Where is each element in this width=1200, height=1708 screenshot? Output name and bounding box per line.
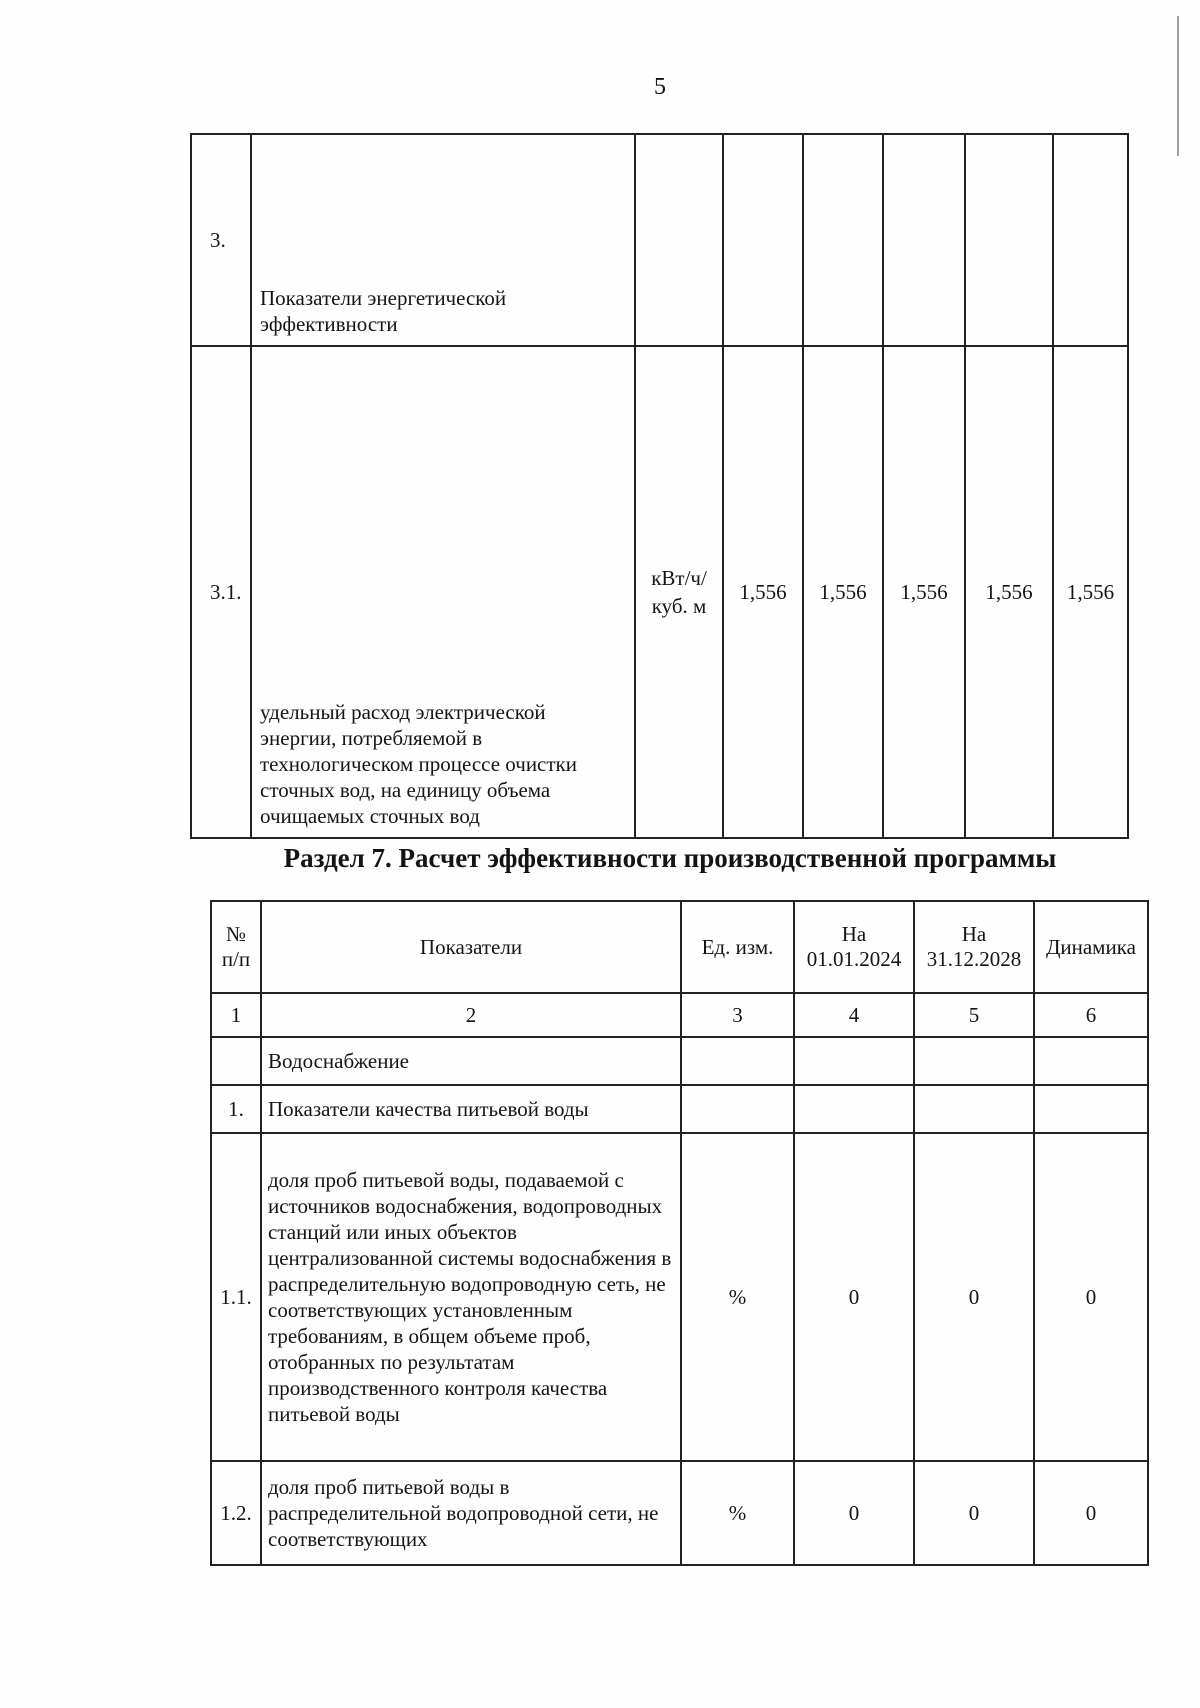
value-cell [965,134,1053,346]
unit-cell [681,1037,794,1085]
header-text: На [841,922,867,946]
value-cell: 1,556 [883,346,965,838]
indicator-name: Показатели энергетической эффективности [251,134,635,346]
unit-cell [635,346,723,838]
unit-cell [635,134,723,346]
indicator-name: удельный расход электрической энергии, потребляемой в технологическом процессе очистки сточных вод, на единицу объема очищаемых сточных вод [251,346,635,838]
column-number: 1 [211,993,261,1037]
indicator-name: доля проб питьевой воды, подаваемой с источников водоснабжения, водопроводных станций или иных объектов централизованной системы водоснабжения в распределительную водопроводную сеть, не соответствующих установленным требованиям, в общем объеме проб, отобранных по результатам производственного контроля качества питьевой воды [261,1133,681,1461]
table-row [191,134,1128,346]
table-row [211,1085,1148,1133]
value-cell [1034,1037,1148,1085]
value-cell: 0 [1034,1461,1148,1565]
column-number: 5 [914,993,1034,1037]
table-row [211,1037,1148,1085]
row-number: 3.1. [191,346,251,838]
table-row [211,1461,1148,1565]
value-cell [1034,1085,1148,1133]
value-cell: 0 [914,1461,1034,1565]
row-number: 1.2. [211,1461,261,1565]
header-row [211,901,1148,993]
header-date-end [914,901,1034,993]
row-number: 3. [191,134,251,346]
section-title: Раздел 7. Расчет эффективности производственной программы [283,843,1057,873]
table-row [191,346,1128,838]
indicator-name: Показатели качества питьевой воды [261,1085,681,1133]
value-cell: 1,556 [723,346,803,838]
value-cell [794,1037,914,1085]
energy-efficiency-table [190,133,1129,839]
value-cell [1053,134,1128,346]
row-number: 1.1. [211,1133,261,1461]
column-numbers-row [211,993,1148,1037]
unit-line: кВт/ч/ [651,566,707,590]
value-cell [723,134,803,346]
value-cell: 0 [1034,1133,1148,1461]
value-cell: 0 [914,1133,1034,1461]
header-text: № [225,922,247,946]
header-date-start [794,901,914,993]
unit-cell [681,1085,794,1133]
unit-cell: % [681,1461,794,1565]
value-cell [803,134,883,346]
row-number: 1. [211,1085,261,1133]
header-text: 01.01.2024 [806,947,902,971]
efficiency-table [210,900,1149,1566]
value-cell [914,1037,1034,1085]
scan-edge-line [1177,16,1179,156]
value-cell: 1,556 [803,346,883,838]
indicator-name: доля проб питьевой воды в распределительной водопроводной сети, не соответствующих [261,1461,681,1565]
column-number: 6 [1034,993,1148,1037]
row-number [211,1037,261,1085]
header-unit: Ед. изм. [681,901,794,993]
value-cell [883,134,965,346]
unit-cell: % [681,1133,794,1461]
page-number: 5 [654,74,666,100]
unit-line: куб. м [651,594,707,618]
value-cell [794,1085,914,1133]
column-number: 3 [681,993,794,1037]
value-cell: 1,556 [965,346,1053,838]
header-text: п/п [221,947,251,971]
indicator-name: Водоснабжение [261,1037,681,1085]
header-number [211,901,261,993]
header-indicator: Показатели [261,901,681,993]
header-text: 31.12.2028 [926,947,1022,971]
header-text: На [961,922,987,946]
table-row [211,1133,1148,1461]
value-cell: 1,556 [1053,346,1128,838]
value-cell [914,1085,1034,1133]
value-cell: 0 [794,1461,914,1565]
header-dynamics: Динамика [1034,901,1148,993]
value-cell: 0 [794,1133,914,1461]
column-number: 2 [261,993,681,1037]
column-number: 4 [794,993,914,1037]
